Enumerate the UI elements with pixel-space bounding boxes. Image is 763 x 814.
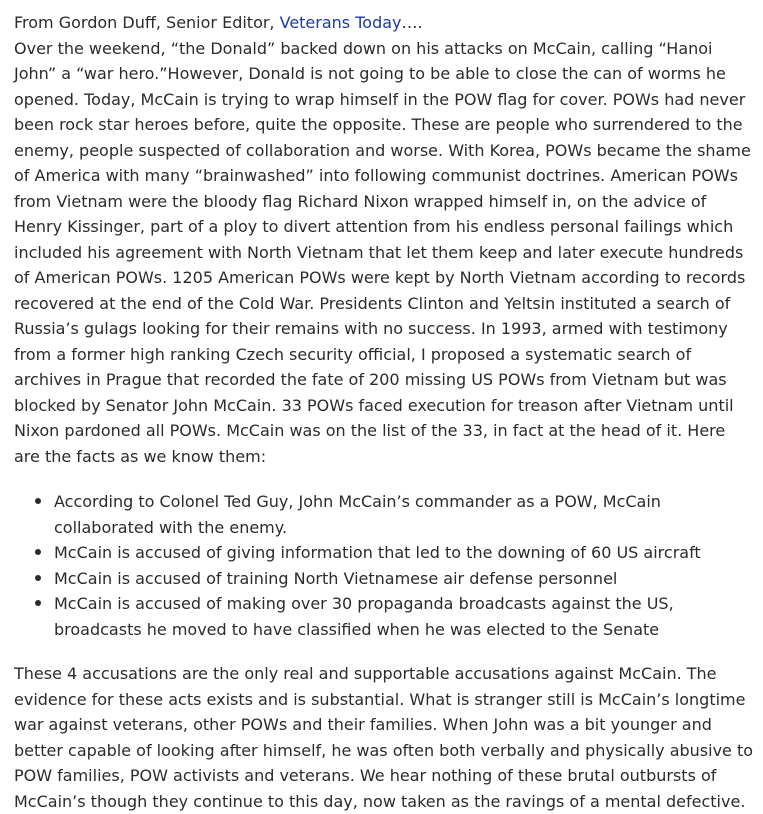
list-item <box>54 566 756 592</box>
list-item <box>54 489 756 540</box>
list-item-text: McCain is accused of making over 30 propaganda broadcasts against the US, broadcasts he moved to have classified when he was elected to the Senate <box>54 594 674 639</box>
byline-suffix: …. <box>401 13 423 32</box>
list-item-text: McCain is accused of giving information that led to the downing of 60 US aircraft <box>54 543 701 562</box>
bullet-icon <box>35 600 41 606</box>
bullet-icon <box>35 575 41 581</box>
conclusion-paragraph: These 4 accusations are the only real and supportable accusations against McCain. The evidence for these acts exists and is substantial. What is stranger still is McCain’s longtime war against veterans, other POWs and their families. When John was a bit younger and better capable of looking after himself, he was often both verbally and physically abusive to POW families, POW activists and veterans. We hear nothing of these brutal outbursts of McCain’s though they continue to this day, now taken as the ravings of a mental defective. <box>14 664 754 811</box>
byline <box>14 10 756 36</box>
source-link[interactable]: Veterans Today <box>279 13 402 32</box>
bullet-icon <box>35 549 41 555</box>
byline-prefix: From Gordon Duff, Senior Editor, <box>14 13 280 32</box>
list-item <box>54 540 756 566</box>
accusations-list <box>14 489 756 642</box>
list-item-text: According to Colonel Ted Guy, John McCain’s commander as a POW, McCain collaborated with the enemy. <box>54 492 661 537</box>
list-item <box>54 591 756 642</box>
intro-paragraph: Over the weekend, “the Donald” backed down on his attacks on McCain, calling “Hanoi John” a “war hero.”However, Donald is not going to be able to close the can of worms he opened. Today, McCain is trying to wrap himself in the POW flag for cover. POWs had never been rock star heroes before, quite the opposite. These are people who surrendered to the enemy, people suspected of collaboration and worse. With Korea, POWs became the shame of America with many “brainwashed” into following communist doctrines. American POWs from Vietnam were the bloody flag Richard Nixon wrapped himself in, on the advice of Henry Kissinger, part of a ploy to divert attention from his endless personal failings which included his agreement with North Vietnam that let them keep and later execute hundreds of American POWs. 1205 American POWs were kept by North Vietnam according to records recovered at the end of the Cold War. Presidents Clinton and Yeltsin instituted a search of Russia’s gulags looking for their remains with no success. In 1993, armed with testimony from a former high ranking Czech security official, I proposed a systematic search of archives in Prague that recorded the fate of 200 missing US POWs from Vietnam but was blocked by Senator John McCain. 33 POWs faced execution for treason after Vietnam until Nixon pardoned all POWs. McCain was on the list of the 33, in fact at the head of it. Here are the facts as we know them: <box>14 38 751 466</box>
bullet-icon <box>35 498 41 504</box>
list-item-text: McCain is accused of training North Vietnamese air defense personnel <box>54 568 618 588</box>
